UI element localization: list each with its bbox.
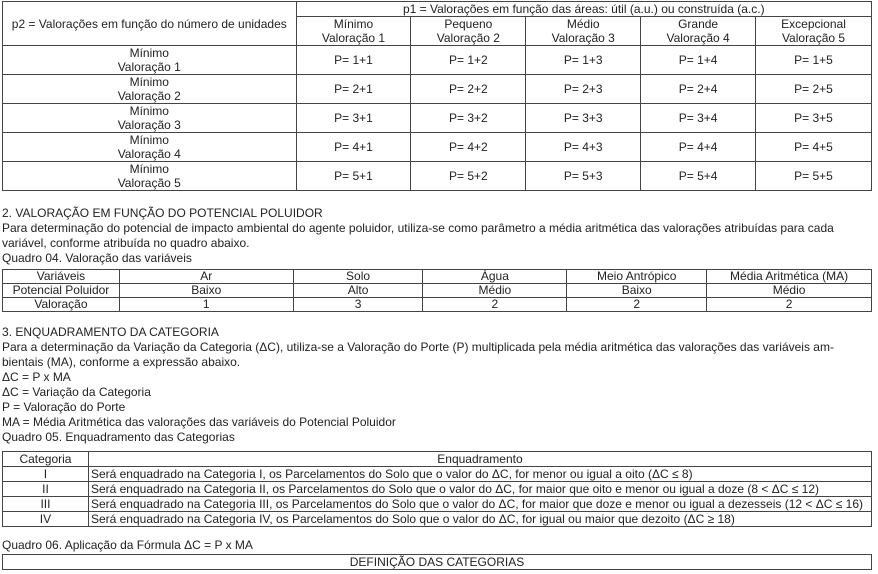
table-cell: P= 5+2 (411, 162, 526, 191)
p2-header: p2 = Valorações em função do número de unidades (3, 2, 297, 46)
table-cell: P= 3+3 (526, 104, 641, 133)
category-cell: I (3, 467, 89, 482)
table-cell: P= 2+5 (756, 75, 872, 104)
column-header: Enquadramento (88, 452, 871, 467)
table-cell: Baixo (119, 284, 293, 298)
table-cell: Meio Antrópico (567, 270, 707, 284)
table-header-row (3, 452, 872, 467)
table-header: DEFINIÇÃO DAS CATEGORIAS (3, 555, 872, 570)
table-row (3, 104, 872, 133)
table-cell: P= 3+5 (756, 104, 872, 133)
section-quadro-06 (2, 538, 872, 553)
table-cell: P= 1+1 (296, 46, 411, 75)
porte-valoracao-table (2, 1, 872, 191)
table-cell: P= 4+1 (296, 133, 411, 162)
table-cell: P= 1+5 (756, 46, 872, 75)
table-cell: P= 3+2 (411, 104, 526, 133)
table-cell: 1 (119, 298, 293, 312)
table-cell: P= 5+3 (526, 162, 641, 191)
table-cell: P= 4+5 (756, 133, 872, 162)
table-cell: Ar (119, 270, 293, 284)
table-cell: P= 3+4 (641, 104, 756, 133)
table-caption: Quadro 04. Valoração das variáveis (2, 251, 192, 265)
table-cell: P= 3+1 (296, 104, 411, 133)
table-caption: Quadro 06. Aplicação da Fórmula ΔC = P x MA (2, 538, 253, 552)
table-cell: Variáveis (3, 270, 120, 284)
table-cell: 2 (567, 298, 707, 312)
table-caption: Quadro 05. Enquadramento das Categorias (2, 430, 235, 444)
definicao-categorias-table (2, 554, 872, 570)
table-row (3, 133, 872, 162)
table-cell: 2 (707, 298, 872, 312)
table-cell: 3 (293, 298, 423, 312)
table-row (3, 162, 872, 191)
column-header: Categoria (3, 452, 89, 467)
row-header: Mínimo Valoração 5 (3, 162, 297, 191)
table-row (3, 467, 872, 482)
table-cell: P= 1+3 (526, 46, 641, 75)
row-header: Mínimo Valoração 2 (3, 75, 297, 104)
table-cell: Água (423, 270, 567, 284)
section-heading: 2. VALORAÇÃO EM FUNÇÃO DO POTENCIAL POLUIDOR (2, 206, 323, 220)
row-header: Mínimo Valoração 3 (3, 104, 297, 133)
table-cell: 2 (423, 298, 567, 312)
table-row (3, 482, 872, 497)
table-cell: P= 4+3 (526, 133, 641, 162)
enquadramento-cell: Será enquadrado na Categoria IV, os Parcelamentos do Solo que o valor do ΔC, for igual ou maior que dezoito (ΔC ≥ 18) (88, 512, 871, 527)
table-cell: P= 1+2 (411, 46, 526, 75)
p1-header: p1 = Valorações em função das áreas: útil (a.u.) ou construída (a.c.) (296, 2, 871, 17)
category-cell: II (3, 482, 89, 497)
category-cell: III (3, 497, 89, 512)
table-row (3, 46, 872, 75)
table-cell: P= 2+2 (411, 75, 526, 104)
table-cell: P= 5+1 (296, 162, 411, 191)
table-cell: Potencial Poluidor (3, 284, 120, 298)
paragraph-line: Para a determinação da Variação da Categoria (ΔC), utiliza-se a Valoração do Porte (P) multiplicada pela média aritmética das valorações das variáveis am- (2, 340, 834, 354)
table-row (3, 298, 872, 312)
col-header: Mínimo Valoração 1 (296, 17, 411, 46)
formula: ΔC = P x MA (2, 370, 71, 384)
table-row (3, 497, 872, 512)
paragraph-line: variável, conforme atribuída no quadro abaixo. (2, 236, 250, 250)
definition: ΔC = Variação da Categoria (2, 385, 151, 399)
enquadramento-cell: Será enquadrado na Categoria I, os Parcelamentos do Solo que o valor do ΔC, for menor ou igual a oito (ΔC ≤ 8) (88, 467, 871, 482)
col-header: Excepcional Valoração 5 (756, 17, 872, 46)
table-cell: Solo (293, 270, 423, 284)
table-cell: P= 5+4 (641, 162, 756, 191)
col-header: Grande Valoração 4 (641, 17, 756, 46)
table-row (3, 75, 872, 104)
row-header: Mínimo Valoração 1 (3, 46, 297, 75)
variaveis-table (2, 269, 872, 312)
table-cell: Média Aritmética (MA) (707, 270, 872, 284)
table-cell: P= 5+5 (756, 162, 872, 191)
col-header: Médio Valoração 3 (526, 17, 641, 46)
definition: P = Valoração do Porte (2, 400, 126, 414)
table-row (3, 284, 872, 298)
table-cell: Médio (423, 284, 567, 298)
enquadramento-cell: Será enquadrado na Categoria III, os Parcelamentos do Solo que o valor do ΔC, for maior que doze e menor ou igual a dezesseis (12 < ΔC ≤ 16) (88, 497, 871, 512)
section-3 (2, 325, 872, 445)
table-cell: P= 1+4 (641, 46, 756, 75)
enquadramento-cell: Será enquadrado na Categoria II, os Parcelamentos do Solo que o valor do ΔC, for maior que oito e menor ou igual a doze (8 < ΔC ≤ 12) (88, 482, 871, 497)
table-cell: P= 4+2 (411, 133, 526, 162)
section-2 (2, 206, 872, 266)
table-cell: P= 2+1 (296, 75, 411, 104)
table-cell: Médio (707, 284, 872, 298)
category-cell: IV (3, 512, 89, 527)
table-cell: Baixo (567, 284, 707, 298)
col-header: Pequeno Valoração 2 (411, 17, 526, 46)
section-heading: 3. ENQUADRAMENTO DA CATEGORIA (2, 325, 219, 339)
row-header: Mínimo Valoração 4 (3, 133, 297, 162)
table-row (3, 512, 872, 527)
table-cell: P= 2+3 (526, 75, 641, 104)
table-cell: P= 4+4 (641, 133, 756, 162)
table-row (3, 270, 872, 284)
table-cell: Alto (293, 284, 423, 298)
categorias-table (2, 451, 872, 527)
paragraph-line: bientais (MA), conforme a expressão abaixo. (2, 355, 241, 369)
table-cell: Valoração (3, 298, 120, 312)
definition: MA = Média Aritmética das valorações das variáveis do Potencial Poluidor (2, 415, 396, 429)
paragraph-line: Para determinação do potencial de impacto ambiental do agente poluidor, utiliza-se como parâmetro a média aritmética das valorações atribuídas para cada (2, 221, 834, 235)
table-cell: P= 2+4 (641, 75, 756, 104)
